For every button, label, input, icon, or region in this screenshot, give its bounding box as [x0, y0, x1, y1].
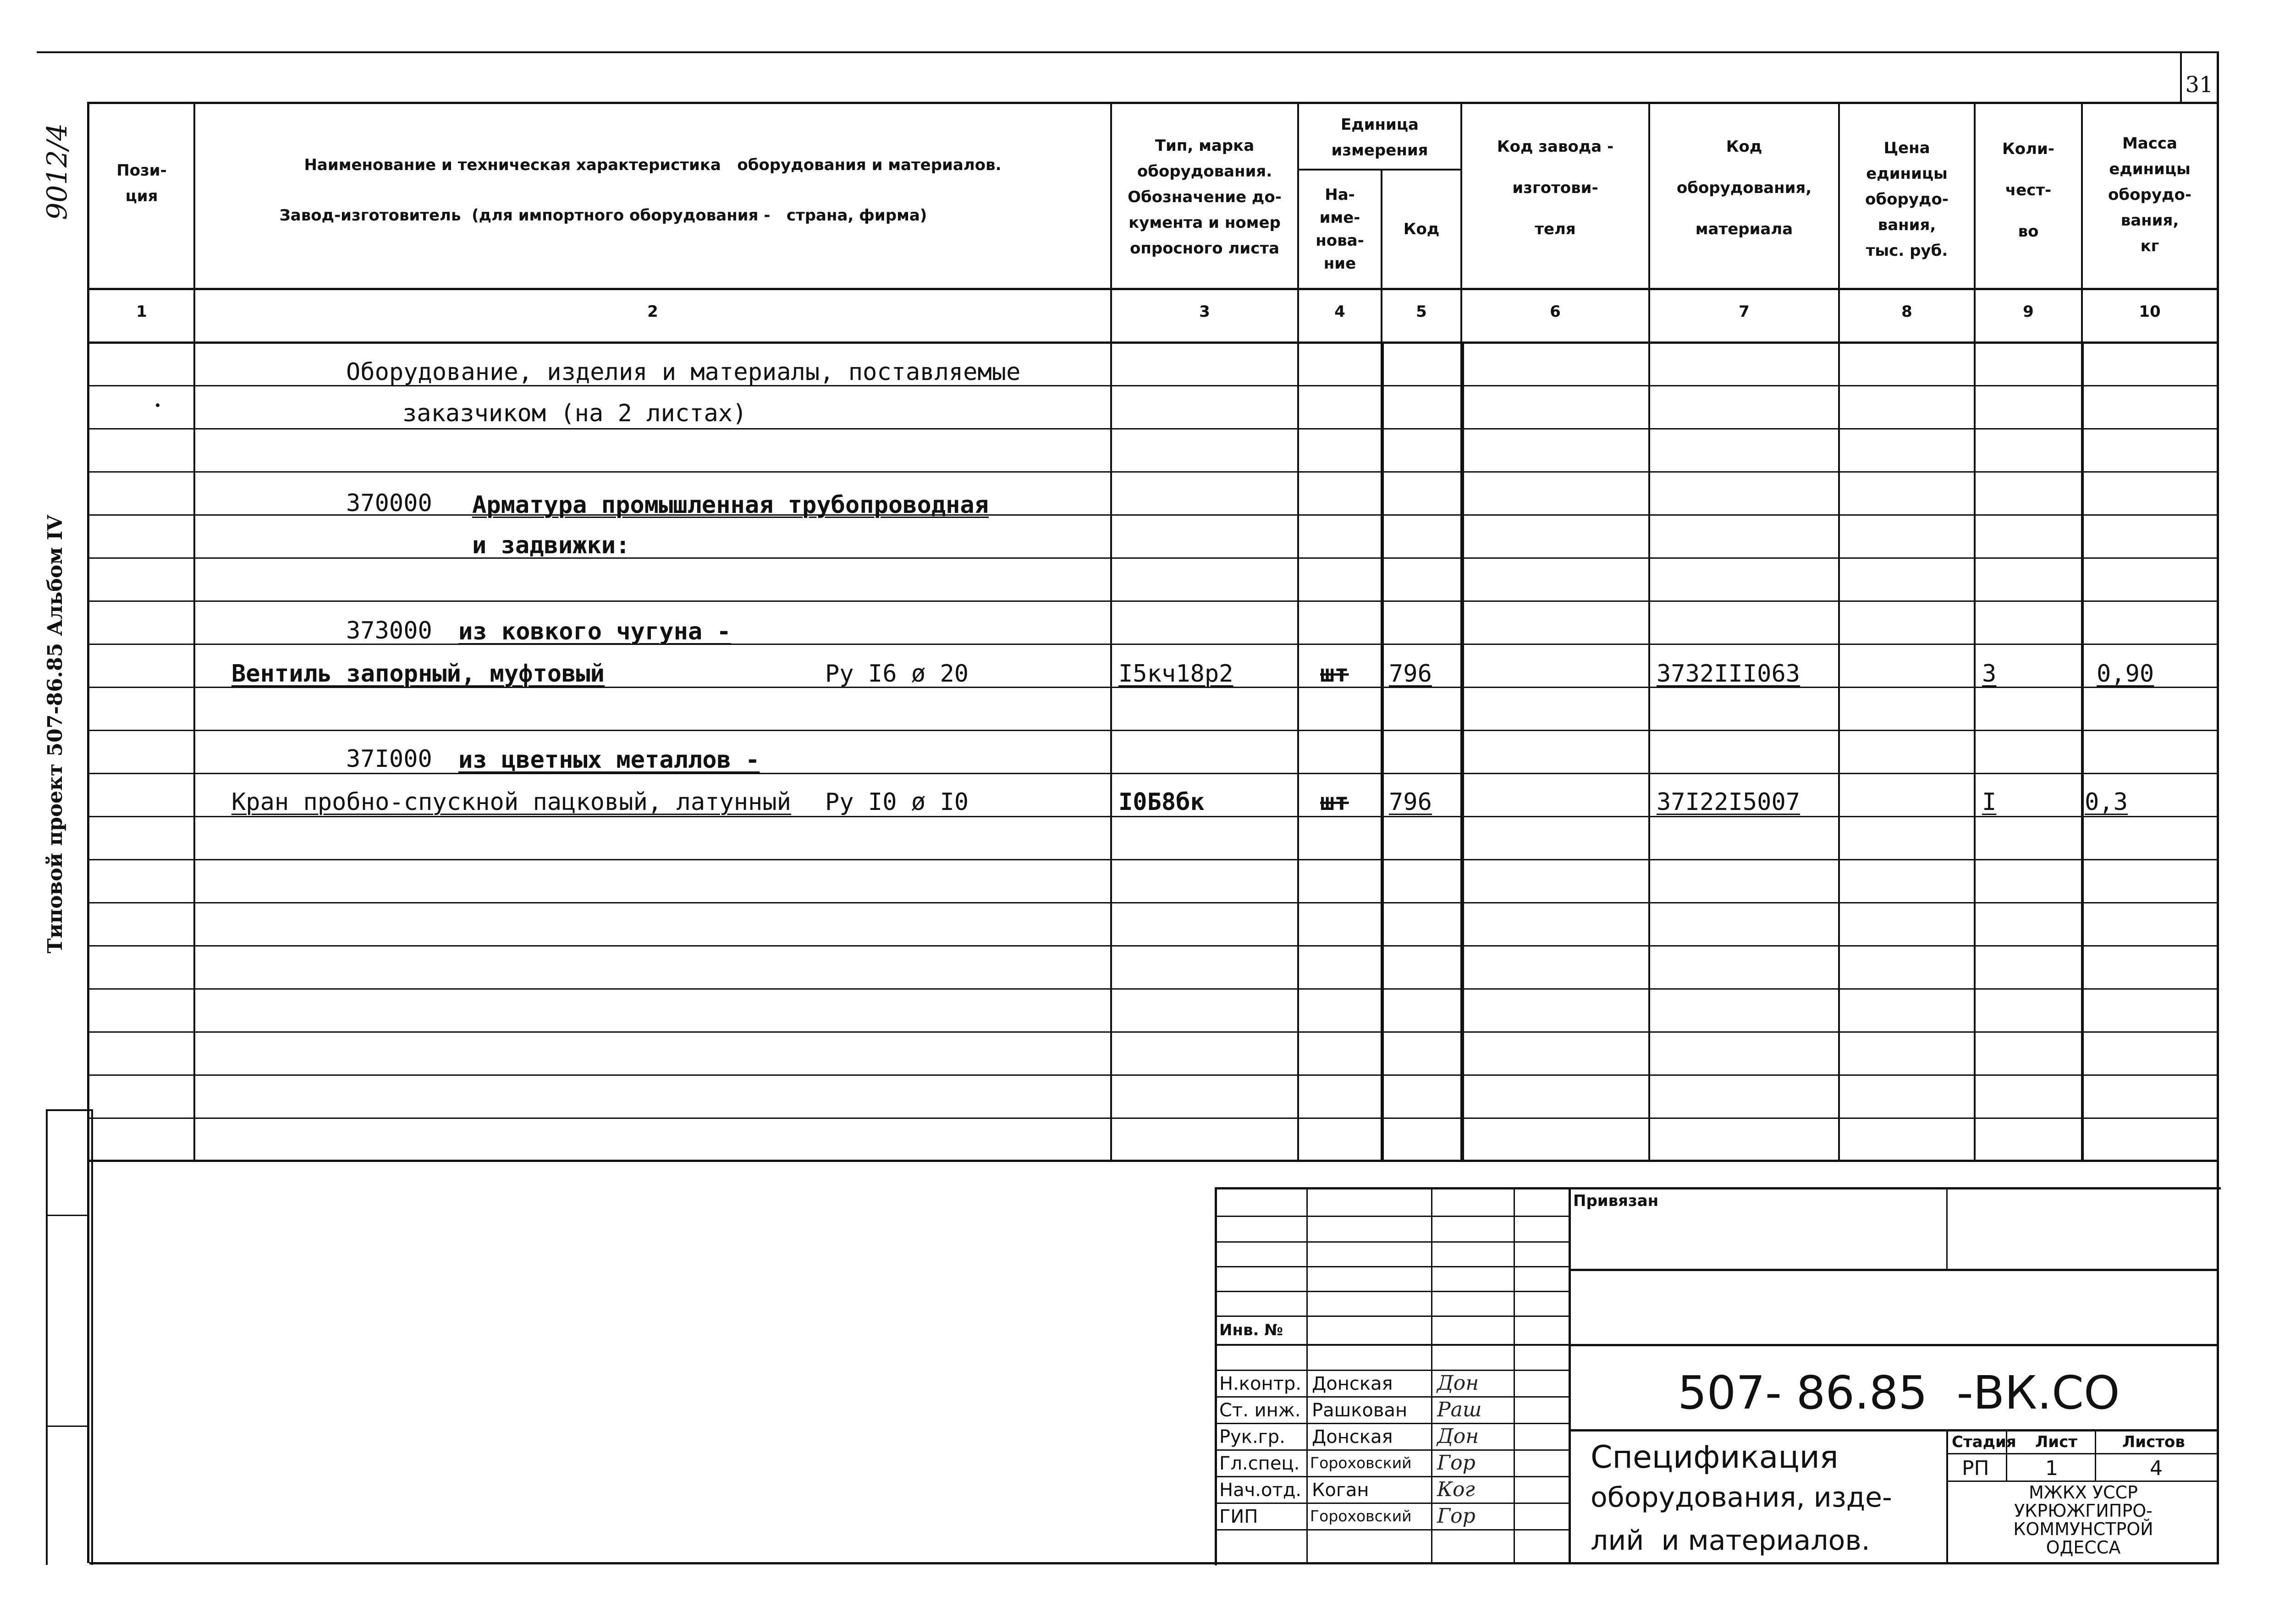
organization	[1948, 1483, 2219, 1557]
item1-spec: Ру I6 ø 20	[825, 660, 969, 688]
item2-equipment-code: 37I22I5007	[1657, 788, 1800, 816]
item1-unit-name: шт	[1320, 660, 1349, 688]
header-price: Цена единицы оборудо- вания, тыс. руб.	[1865, 139, 1949, 260]
top-border-line	[37, 51, 2219, 53]
item1-type: I5кч18р2	[1118, 660, 1233, 688]
stage-value: РП	[1962, 1457, 1989, 1480]
tb-name-4: Гороховский	[1310, 1454, 1412, 1472]
doc-title-line3: лий и материалов.	[1591, 1525, 1870, 1557]
sheets-value: 4	[2150, 1457, 2163, 1480]
item1-name: Вентиль запорный, муфтовый	[231, 660, 605, 688]
item1-equipment-code: 3732III063	[1657, 660, 1800, 688]
tb-role-6: ГИП	[1219, 1506, 1258, 1527]
item2-unit-name: шт	[1320, 788, 1349, 816]
margin-strip	[46, 1109, 93, 1565]
org-line-4: ОДЕССА	[2046, 1537, 2121, 1558]
page-number-box-left	[2180, 51, 2182, 102]
tb-name-5: Коган	[1312, 1480, 1369, 1501]
tb-name-6: Гороховский	[1310, 1507, 1412, 1525]
sheets-label: Листов	[2122, 1433, 2185, 1451]
column-number-5: 5	[1416, 303, 1427, 321]
item2-mass: 0,3	[2085, 788, 2128, 816]
group-370-title-line2: и задвижки:	[472, 532, 630, 559]
header-quantity: Коли- чест- во	[2002, 140, 2054, 241]
doc-title-line1: Спецификация	[1591, 1439, 1839, 1475]
album-label: Типовой проект 507-86.85 Альбом IV	[44, 515, 67, 953]
org-line-2: УКРЮЖГИПРО-	[2014, 1501, 2153, 1521]
item2-spec: Ру I0 ø I0	[825, 788, 969, 816]
item2-unit-code: 796	[1389, 788, 1432, 816]
header-equipment-code: Код оборудования, материала	[1676, 138, 1812, 238]
item1-unit-code: 796	[1389, 660, 1432, 688]
header-name-line2: Завод-изготовитель (для импортного оборудования - страна, фирма)	[279, 206, 927, 225]
tb-signature-2: Раш	[1437, 1398, 1482, 1421]
tb-role-2: Ст. инж.	[1219, 1400, 1301, 1421]
stage-row-line-1	[1946, 1453, 2219, 1454]
stage-col-line-2	[2095, 1430, 2096, 1481]
tb-signature-1: Дон	[1437, 1371, 1479, 1395]
tb-name-2: Рашкован	[1312, 1400, 1408, 1421]
tb-right-line-2	[1570, 1344, 2219, 1346]
section-title-line1: Оборудование, изделия и материалы, поставляемые	[346, 358, 1021, 386]
column-number-7: 7	[1739, 303, 1750, 321]
column-number-2: 2	[647, 303, 658, 321]
group-373-title: из ковкого чугуна -	[458, 618, 731, 645]
org-line-1: МЖКХ УССР	[2029, 1482, 2138, 1503]
doc-title-line2: оборудования, изде-	[1591, 1481, 1892, 1514]
column-number-9: 9	[2023, 303, 2034, 321]
margin-strip-divider-2	[46, 1426, 89, 1427]
tb-role-3: Рук.гр.	[1219, 1426, 1285, 1448]
inv-label: Инв. №	[1219, 1321, 1283, 1339]
tb-name-1: Донская	[1312, 1373, 1393, 1394]
header-manufacturer-code: Код завода - изготови- теля	[1497, 138, 1614, 238]
sheet-value: 1	[2045, 1457, 2058, 1480]
stage-label: Стадия	[1952, 1433, 2016, 1451]
group-370-code: 370000	[346, 490, 432, 517]
tb-role-1: Н.контр.	[1219, 1373, 1301, 1394]
table-header-top	[87, 102, 2219, 104]
column-number-6: 6	[1550, 303, 1561, 321]
item2-name: Кран пробно-спускной пацковый, латунный	[231, 788, 791, 816]
header-unit-code: Код	[1403, 220, 1440, 238]
tb-role-4: Гл.спец.	[1219, 1453, 1300, 1474]
header-name-line1: Наименование и техническая характеристика оборудования и материалов.	[304, 156, 1002, 174]
item1-mass: 0,90	[2097, 660, 2154, 688]
unit-group-divider	[1298, 169, 1461, 171]
document-code: 507- 86.85 -ВК.СО	[1678, 1366, 2120, 1420]
privyazan-label: Привязан	[1573, 1192, 1659, 1210]
column-number-10: 10	[2139, 303, 2161, 321]
item1-quantity: 3	[1982, 660, 1997, 688]
group-371-code: 37I000	[346, 745, 432, 773]
column-number-1: 1	[136, 303, 147, 321]
group-371-title: из цветных металлов -	[458, 746, 760, 774]
column-number-3: 3	[1199, 303, 1210, 321]
tb-signature-5: Ког	[1437, 1478, 1475, 1501]
header-unit-name: На- име- нова- ние	[1316, 186, 1364, 273]
column-number-8: 8	[1901, 303, 1912, 321]
section-title-line2: заказчиком (на 2 листах)	[402, 400, 747, 427]
table-body-bottom	[87, 1160, 2219, 1162]
tb-right-line-1	[1570, 1269, 2219, 1271]
item2-quantity: I	[1982, 788, 1997, 816]
header-mass: Масса единицы оборудо- вания, кг	[2108, 134, 2191, 255]
privyazan-divider	[1946, 1187, 1948, 1270]
item2-type: I0Б8бк	[1118, 788, 1205, 816]
row-bullet-dot	[156, 403, 160, 407]
header-unit-group: Единица измерения	[1331, 116, 1428, 160]
archive-number: 9012/4	[41, 123, 73, 220]
group-370-title-line1: Арматура промышленная трубопроводная	[472, 491, 989, 519]
header-type-cell: Тип, марка оборудования. Обозначение до- кумента и номер опросного листа	[1128, 137, 1282, 258]
margin-strip-divider-1	[46, 1215, 89, 1216]
column-number-4: 4	[1334, 303, 1345, 321]
tb-role-5: Нач.отд.	[1219, 1480, 1302, 1501]
sheet-label: Лист	[2035, 1433, 2077, 1451]
tb-signature-3: Дон	[1437, 1425, 1479, 1448]
stage-row-line-2	[1946, 1481, 2219, 1482]
tb-signature-6: Гор	[1437, 1504, 1476, 1528]
page-number: 31	[2185, 72, 2213, 98]
header-bottom-line	[87, 288, 2219, 290]
tb-name-3: Донская	[1312, 1426, 1393, 1448]
header-position: Пози- ция	[116, 161, 167, 205]
org-line-3: КОММУНСТРОЙ	[2013, 1519, 2153, 1539]
tb-signature-4: Гор	[1437, 1451, 1476, 1475]
group-373-code: 373000	[346, 617, 432, 644]
